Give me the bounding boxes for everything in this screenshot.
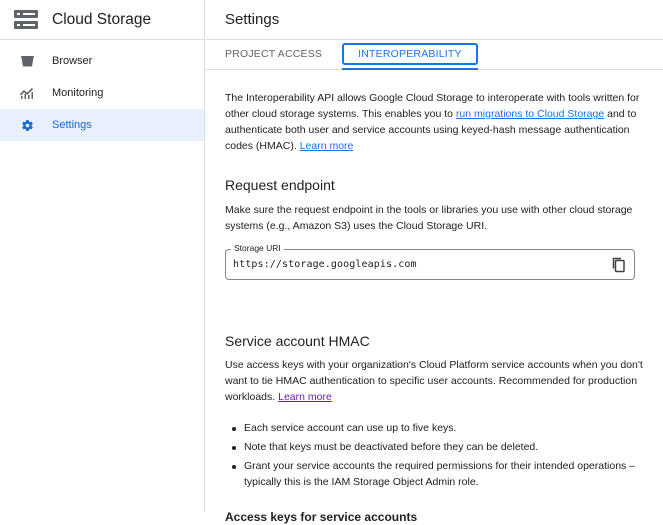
hmac-learn-more-link[interactable]: Learn more [278,391,332,403]
sidebar-item-monitoring[interactable] [0,77,204,109]
bucket-icon [20,54,34,68]
main-content [206,0,663,524]
storage-uri-value[interactable]: https://storage.googleapis.com [233,258,417,270]
tab-label: PROJECT ACCESS [225,48,323,60]
sidebar [0,0,205,512]
chart-icon [20,86,34,100]
learn-more-link[interactable]: Learn more [299,140,354,152]
sidebar-header [0,0,204,40]
gear-icon [20,118,34,132]
storage-uri-field[interactable] [225,243,635,280]
section-heading-service-account-hmac: Service account HMAC [225,333,370,349]
subheading-access-keys: Access keys for service accounts [225,510,418,524]
sidebar-item-label: Browser [52,55,93,67]
sidebar-item-label: Monitoring [52,87,104,99]
sidebar-item-settings[interactable] [0,109,204,141]
section-heading-request-endpoint: Request endpoint [225,177,335,193]
intro-paragraph [225,90,644,154]
hmac-description [225,357,644,405]
list-item: Each service account can use up to five keys. [230,420,644,436]
hmac-bullet-list [225,420,644,490]
list-item: Grant your service accounts the required permissions for their intended operations – typically this is the IAM Storage Object Admin role. [230,458,644,490]
sidebar-item-browser[interactable] [0,45,204,77]
intro-text: The Interoperability API allows Google Cloud Storage to interoperate with tools written for other cloud storage systems. This enables you to [225,92,640,120]
tab-label: INTEROPERABILITY [342,43,478,65]
product-title: Cloud Storage [52,10,152,28]
copy-icon[interactable] [612,257,626,273]
tab-bar [206,40,663,70]
migrations-link[interactable]: run migrations to Cloud Storage [455,108,605,120]
storage-server-icon [14,10,38,30]
intro-text: and to authenticate both user and service accounts using keyed-hash message authentication codes (HMAC). [225,108,637,152]
hmac-text: Use access keys with your organization's Cloud Platform service accounts when you don't want to tie HMAC authentication to specific user accounts. Recommended for production workloads. [225,359,643,403]
endpoint-description: Make sure the request endpoint in the tools or libraries you use with other cloud storage systems (e.g., Amazon S3) uses the Cloud Storage URI. [225,204,633,232]
sidebar-item-label: Settings [52,119,92,131]
list-item: Note that keys must be deactivated before they can be deleted. [230,439,644,455]
settings-content [206,70,663,525]
tab-interoperability[interactable] [342,39,478,69]
sidebar-nav [0,40,204,141]
storage-uri-label: Storage URI [231,242,284,254]
page-title: Settings [206,0,663,40]
tab-project-access[interactable] [225,39,322,69]
